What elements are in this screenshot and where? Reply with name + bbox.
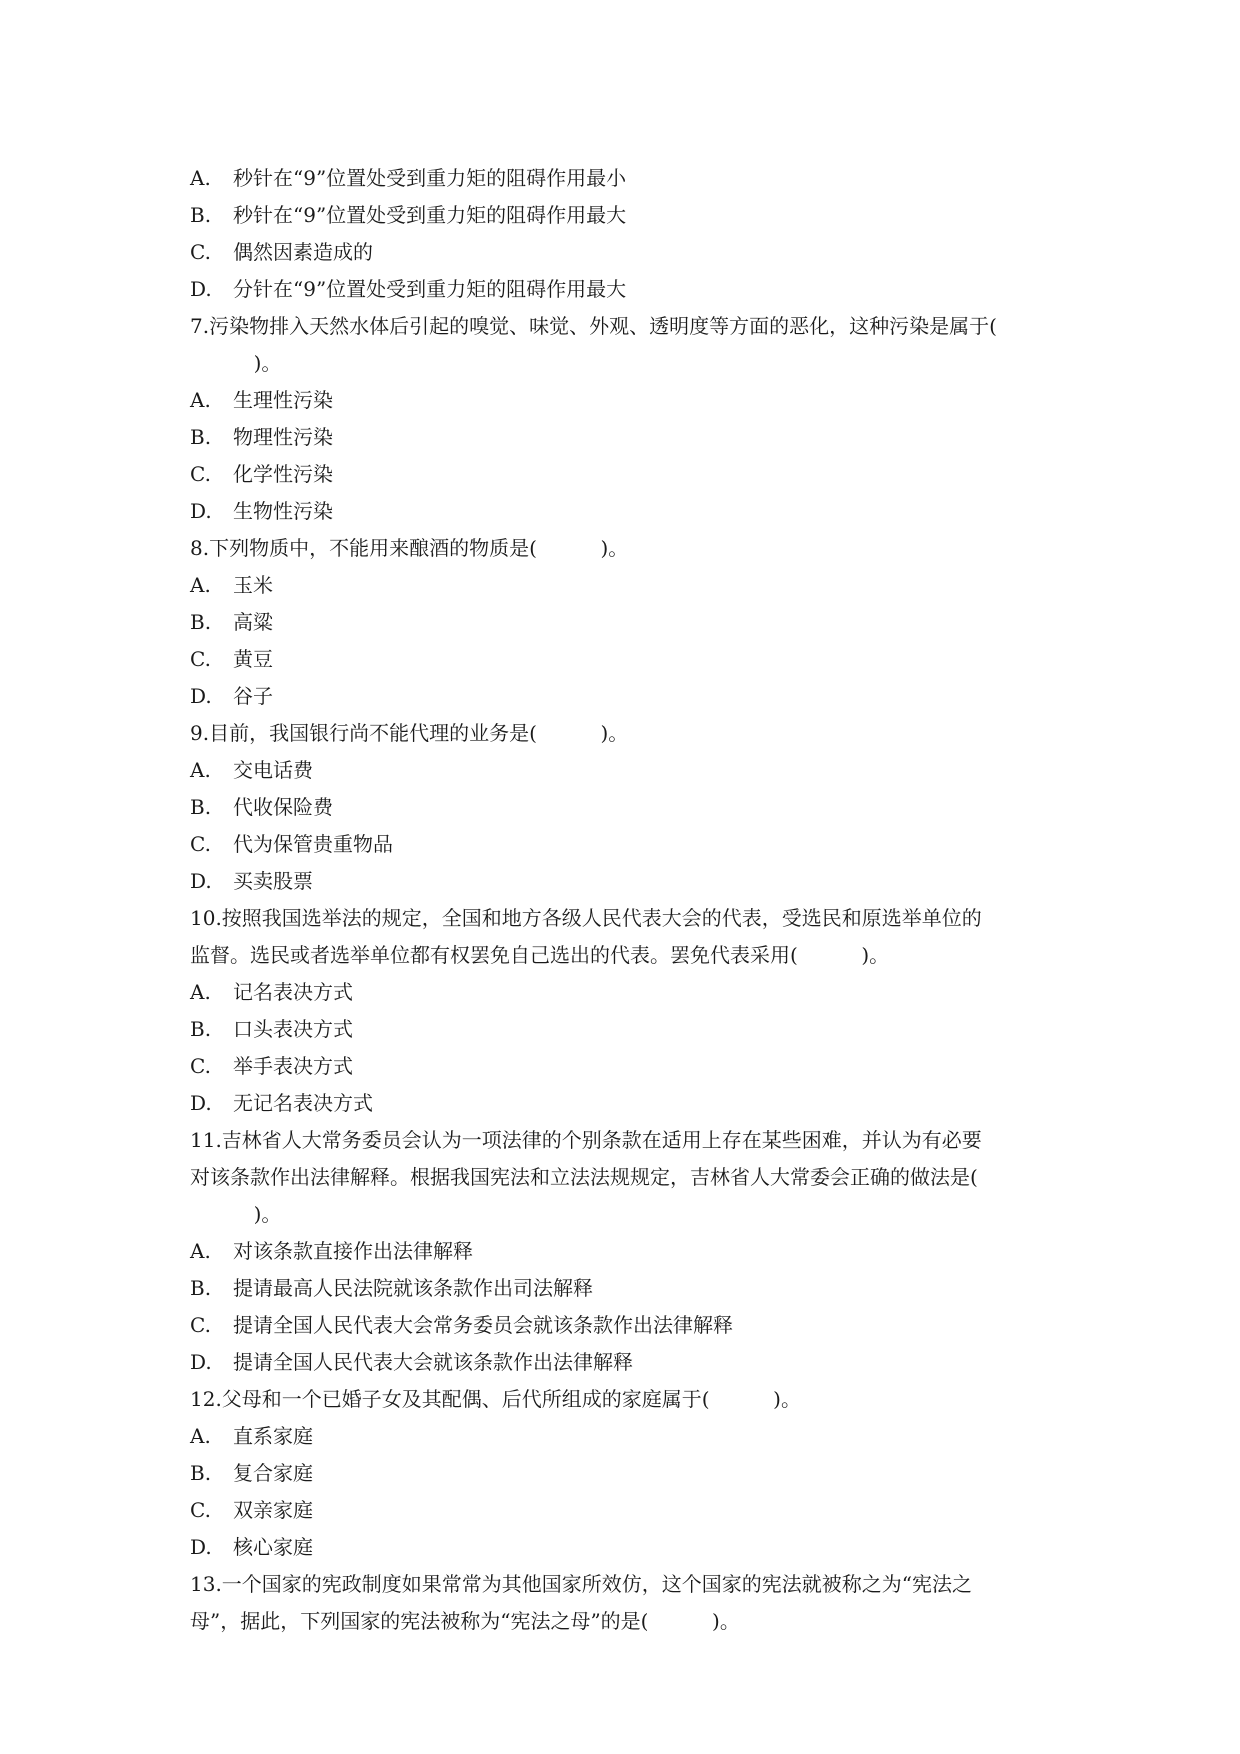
answer-option (190, 641, 1060, 678)
question-text-line: 9.目前，我国银行尚不能代理的业务是( )。 (190, 721, 629, 745)
question-text-line: 7.污染物排入天然水体后引起的嗅觉、味觉、外观、透明度等方面的恶化，这种污染是属于( (190, 314, 997, 338)
answer-option (190, 567, 1060, 604)
option-text: 复合家庭 (233, 1461, 313, 1485)
answer-option (190, 1418, 1060, 1455)
answer-option (190, 604, 1060, 641)
option-letter: C. (190, 1498, 211, 1522)
option-text: 直系家庭 (233, 1424, 313, 1448)
answer-option (190, 752, 1060, 789)
answer-option (190, 271, 1060, 308)
page-content (190, 160, 1060, 1640)
option-text: 谷子 (233, 684, 273, 708)
option-letter: C. (190, 240, 211, 264)
option-text: 秒针在“9”位置处受到重力矩的阻碍作用最小 (233, 166, 627, 190)
answer-option (190, 493, 1060, 530)
option-text: 物理性污染 (233, 425, 333, 449)
option-text: 代收保险费 (233, 795, 333, 819)
option-text: 对该条款直接作出法律解释 (233, 1239, 473, 1263)
option-letter: B. (190, 610, 212, 634)
option-letter: A. (190, 1424, 211, 1448)
option-text: 交电话费 (233, 758, 313, 782)
question-text-line: 13.一个国家的宪政制度如果常常为其他国家所效仿，这个国家的宪法就被称之为“宪法之 (190, 1572, 973, 1596)
question-text-line: 8.下列物质中，不能用来酿酒的物质是( )。 (190, 536, 629, 560)
option-text: 生物性污染 (233, 499, 333, 523)
answer-option (190, 789, 1060, 826)
answer-option (190, 456, 1060, 493)
answer-option (190, 1492, 1060, 1529)
answer-option (190, 1233, 1060, 1270)
option-text: 无记名表决方式 (233, 1091, 373, 1115)
answer-option (190, 1270, 1060, 1307)
answer-option (190, 1048, 1060, 1085)
answer-option (190, 863, 1060, 900)
answer-option (190, 826, 1060, 863)
answer-option (190, 382, 1060, 419)
option-letter: D. (190, 684, 212, 708)
option-letter: A. (190, 1239, 211, 1263)
option-text: 高粱 (233, 610, 273, 634)
question-text-line: )。 (190, 351, 282, 375)
question-text-line: 12.父母和一个已婚子女及其配偶、后代所组成的家庭属于( )。 (190, 1387, 801, 1411)
option-letter: D. (190, 1535, 212, 1559)
answer-option (190, 1455, 1060, 1492)
option-letter: D. (190, 277, 212, 301)
option-letter: B. (190, 1276, 212, 1300)
option-text: 黄豆 (233, 647, 273, 671)
answer-option (190, 678, 1060, 715)
option-letter: C. (190, 1313, 211, 1337)
option-letter: C. (190, 832, 211, 856)
option-text: 举手表决方式 (233, 1054, 353, 1078)
option-text: 核心家庭 (233, 1535, 313, 1559)
option-letter: B. (190, 425, 212, 449)
answer-option (190, 197, 1060, 234)
option-text: 分针在“9”位置处受到重力矩的阻碍作用最大 (233, 277, 627, 301)
option-letter: C. (190, 647, 211, 671)
option-letter: A. (190, 758, 211, 782)
question-text-line: 对该条款作出法律解释。根据我国宪法和立法法规规定，吉林省人大常委会正确的做法是( (190, 1165, 978, 1189)
answer-option (190, 1307, 1060, 1344)
option-text: 偶然因素造成的 (233, 240, 373, 264)
option-letter: C. (190, 462, 211, 486)
question-text-line: 母”，据此，下列国家的宪法被称为“宪法之母”的是( )。 (190, 1609, 740, 1633)
option-letter: D. (190, 869, 212, 893)
option-letter: D. (190, 499, 212, 523)
question-text-line: 监督。选民或者选举单位都有权罢免自己选出的代表。罢免代表采用( )。 (190, 943, 890, 967)
option-text: 代为保管贵重物品 (233, 832, 393, 856)
option-text: 买卖股票 (233, 869, 313, 893)
answer-option (190, 1344, 1060, 1381)
option-text: 提请全国人民代表大会就该条款作出法律解释 (233, 1350, 633, 1374)
option-letter: A. (190, 388, 211, 412)
option-letter: A. (190, 980, 211, 1004)
answer-option (190, 974, 1060, 1011)
option-text: 提请全国人民代表大会常务委员会就该条款作出法律解释 (233, 1313, 733, 1337)
option-letter: A. (190, 573, 211, 597)
answer-option (190, 160, 1060, 197)
answer-option (190, 1085, 1060, 1122)
question-text-line: )。 (190, 1202, 282, 1226)
option-text: 口头表决方式 (233, 1017, 353, 1041)
option-text: 生理性污染 (233, 388, 333, 412)
option-letter: B. (190, 1017, 212, 1041)
option-letter: D. (190, 1350, 212, 1374)
question-text-line: 11.吉林省人大常务委员会认为一项法律的个别条款在适用上存在某些困难，并认为有必要 (190, 1128, 982, 1152)
option-letter: A. (190, 166, 211, 190)
option-letter: B. (190, 795, 212, 819)
option-text: 提请最高人民法院就该条款作出司法解释 (233, 1276, 593, 1300)
option-text: 秒针在“9”位置处受到重力矩的阻碍作用最大 (233, 203, 627, 227)
option-letter: D. (190, 1091, 212, 1115)
answer-option (190, 234, 1060, 271)
option-letter: B. (190, 1461, 212, 1485)
option-letter: C. (190, 1054, 211, 1078)
answer-option (190, 1011, 1060, 1048)
answer-option (190, 1529, 1060, 1566)
option-letter: B. (190, 203, 212, 227)
option-text: 双亲家庭 (233, 1498, 313, 1522)
option-text: 记名表决方式 (233, 980, 353, 1004)
option-text: 玉米 (233, 573, 273, 597)
question-text-line: 10.按照我国选举法的规定，全国和地方各级人民代表大会的代表，受选民和原选举单位的 (190, 906, 982, 930)
option-text: 化学性污染 (233, 462, 333, 486)
answer-option (190, 419, 1060, 456)
